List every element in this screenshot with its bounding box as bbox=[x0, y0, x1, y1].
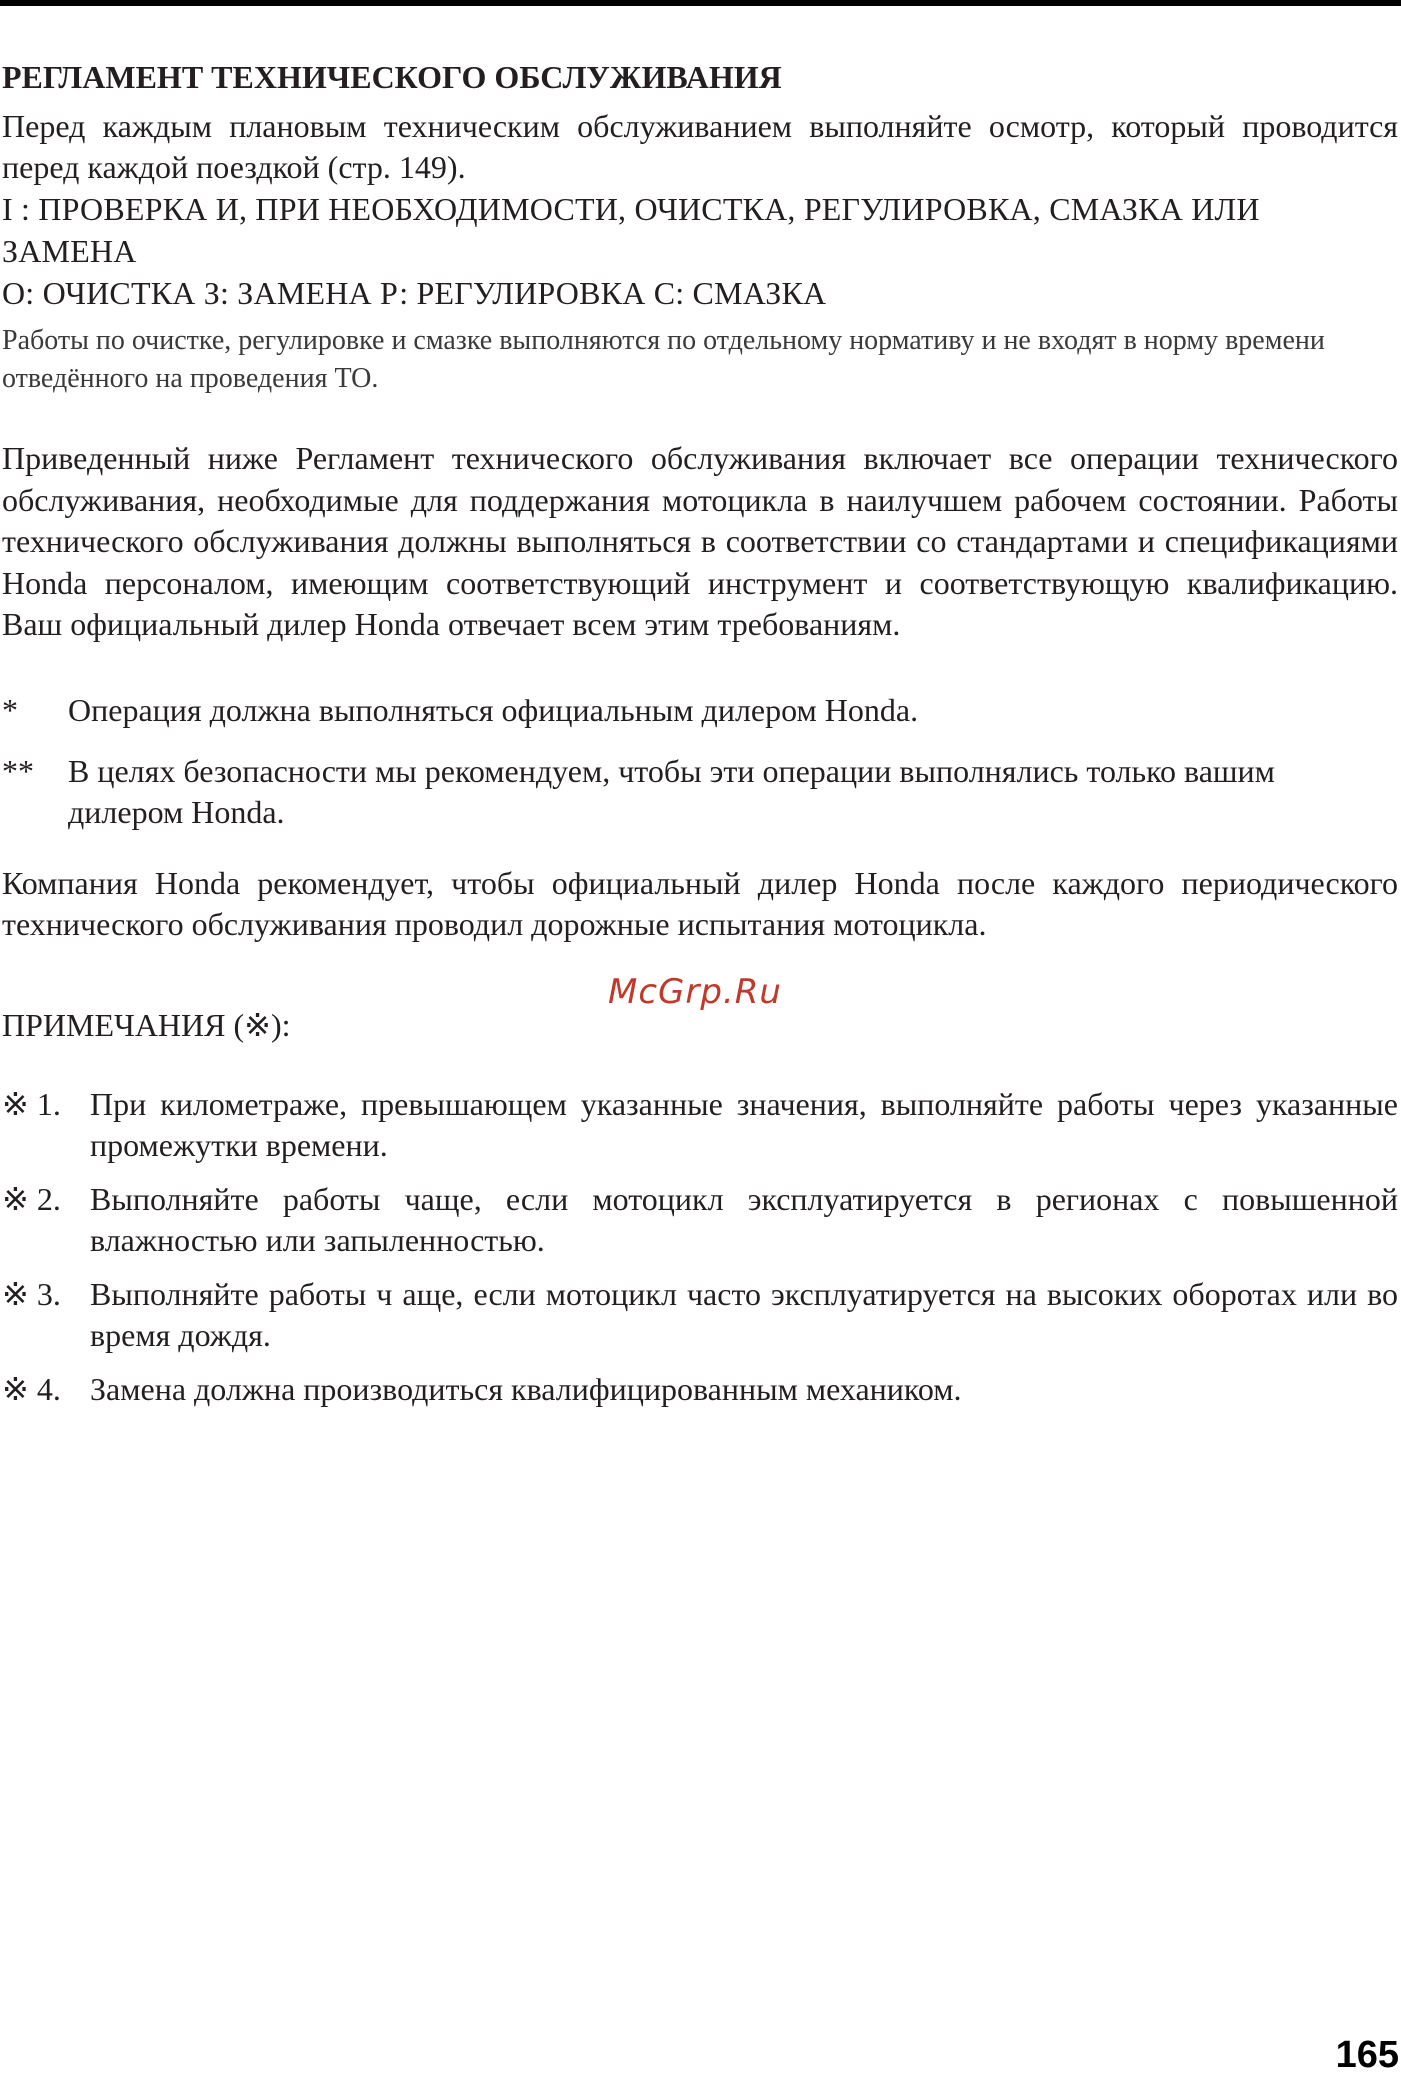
intro-paragraph: Перед каждым плановым техническим обслуживанием выполняйте осмотр, который проводится перед каждой поездкой (стр. 149). bbox=[2, 108, 1398, 185]
watermark: McGrp.Ru bbox=[608, 971, 782, 1012]
star-note bbox=[2, 690, 1398, 731]
page-content bbox=[2, 56, 1398, 1423]
star-note-text: В целях безопасности мы рекомендуем, чтобы эти операции выполнялись только вашим дилером Honda. bbox=[68, 752, 1275, 830]
notes-heading-area bbox=[2, 972, 1398, 1054]
notes-heading: ПРИМЕЧАНИЯ (※): bbox=[2, 1006, 291, 1043]
star-note-mark: ** bbox=[2, 752, 34, 789]
legend-line-2: О: ОЧИСТКА З: ЗАМЕНА Р: РЕГУЛИРОВКА С: СМАЗКА bbox=[2, 275, 827, 311]
note-item bbox=[2, 1274, 1398, 1356]
notes-list bbox=[2, 1084, 1398, 1410]
note-item bbox=[2, 1179, 1398, 1261]
star-note-text: Операция должна выполняться официальным дилером Honda. bbox=[68, 691, 919, 728]
star-note bbox=[2, 751, 1398, 833]
body-paragraph: Приведенный ниже Регламент технического обслуживания включает все операции технического обслуживания, необходимые для поддержания мотоцикла в наилучшем рабочем состоянии. Работы технического обслуживания должны выполняться в соответствии со стандартами и спецификациями Honda персоналом, имеющим соответствующий инструмент и соответствующую квалификацию. Ваш официальный дилер Honda отвечает всем этим требованиям. bbox=[2, 440, 1398, 642]
top-rule bbox=[0, 0, 1401, 6]
note-text: Выполняйте работы ч аще, если мотоцикл часто эксплуатируется на высоких оборотах или во время дождя. bbox=[90, 1275, 1398, 1353]
star-note-mark: * bbox=[2, 691, 18, 728]
note-text: Выполняйте работы чаще, если мотоцикл эксплуатируется в регионах с повышенной влажностью или запыленностью. bbox=[90, 1180, 1398, 1258]
legend-line-1: I : ПРОВЕРКА И, ПРИ НЕОБХОДИМОСТИ, ОЧИСТКА, РЕГУЛИРОВКА, СМАЗКА ИЛИ ЗАМЕНА bbox=[2, 191, 1260, 269]
note-item bbox=[2, 1084, 1398, 1166]
note-mark: ※ 1. bbox=[2, 1085, 61, 1122]
note-mark: ※ 4. bbox=[2, 1370, 61, 1407]
recommend-paragraph: Компания Honda рекомендует, чтобы официальный дилер Honda после каждого периодического технического обслуживания проводил дорожные испытания мотоцикла. bbox=[2, 864, 1398, 942]
note-mark: ※ 2. bbox=[2, 1180, 61, 1217]
page-number: 165 bbox=[1335, 2034, 1399, 2076]
note-text: Замена должна производиться квалифицированным механиком. bbox=[90, 1370, 962, 1407]
star-notes-list bbox=[2, 690, 1398, 833]
small-note: Работы по очистке, регулировке и смазке выполняются по отдельному нормативу и не входят в норму времени отведённого на проведения ТО. bbox=[2, 325, 1325, 394]
note-item bbox=[2, 1369, 1398, 1410]
note-text: При километраже, превышающем указанные значения, выполняйте работы через указанные промежутки времени. bbox=[90, 1085, 1398, 1163]
note-mark: ※ 3. bbox=[2, 1275, 61, 1312]
page-title: РЕГЛАМЕНТ ТЕХНИЧЕСКОГО ОБСЛУЖИВАНИЯ bbox=[2, 59, 782, 95]
